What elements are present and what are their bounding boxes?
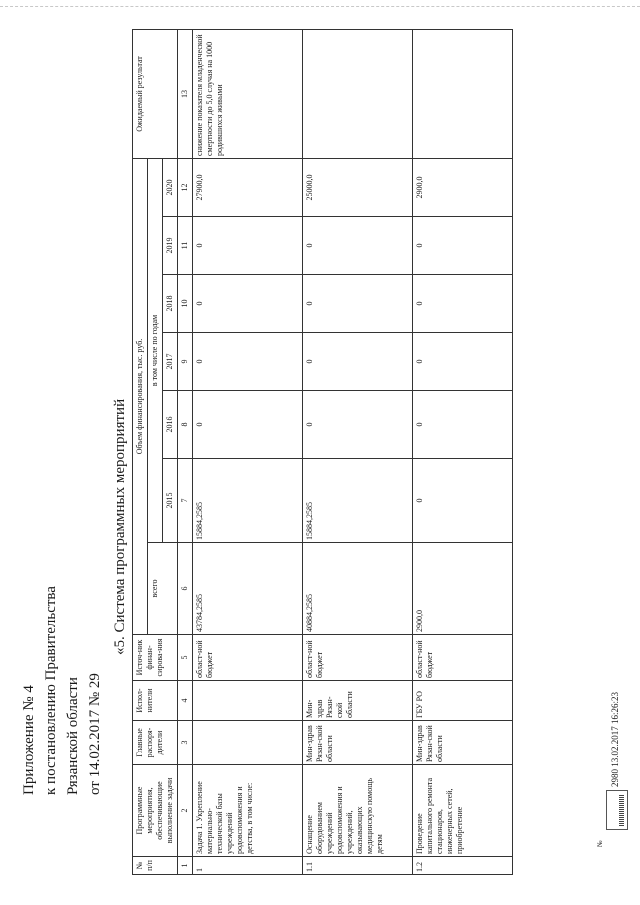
row-2015: 15884,2585 xyxy=(193,459,303,543)
annex-block xyxy=(18,515,106,795)
barcode-stamp xyxy=(606,790,628,830)
row-total: 40884,2585 xyxy=(303,543,413,635)
stamp-decoration xyxy=(607,791,617,829)
row-2020: 27900,0 xyxy=(193,158,303,216)
row-total: 43784,2585 xyxy=(193,543,303,635)
row-no: 1 xyxy=(193,857,303,875)
annex-line-1: Приложение № 4 xyxy=(21,685,37,795)
header-funding: Объем финансирования, тыс. руб. xyxy=(133,158,148,634)
col-number: 13 xyxy=(178,29,193,158)
table-row xyxy=(303,29,413,874)
col-number: 5 xyxy=(178,635,193,681)
col-number: 7 xyxy=(178,459,193,543)
row-2018: 0 xyxy=(193,275,303,333)
col-number: 6 xyxy=(178,543,193,635)
table-row xyxy=(193,29,303,874)
header-year: 2019 xyxy=(163,217,178,275)
header-by-years: в том числе по годам xyxy=(148,158,163,542)
header-year: 2015 xyxy=(163,459,178,543)
col-number: 4 xyxy=(178,681,193,721)
col-number: 12 xyxy=(178,158,193,216)
footer-mark: № xyxy=(596,840,604,847)
row-activity: Оснащение оборудованием учреждений родовспоможения и учреждений, оказывающих медицинскую помощь детям xyxy=(303,765,413,857)
row-2018: 0 xyxy=(413,275,513,333)
header-total: всего xyxy=(148,543,178,635)
col-number: 3 xyxy=(178,721,193,765)
row-no: 1.2 xyxy=(413,857,513,875)
row-source: област-ной бюджет xyxy=(193,635,303,681)
header-year: 2017 xyxy=(163,333,178,391)
column-number-row xyxy=(178,29,193,874)
col-number: 9 xyxy=(178,333,193,391)
row-2015: 0 xyxy=(413,459,513,543)
header-row-1 xyxy=(133,29,148,874)
row-2016: 0 xyxy=(303,391,413,459)
annex-line-4: от 14.02.2017 № 29 xyxy=(87,673,103,795)
row-2015: 15884,2585 xyxy=(303,459,413,543)
barcode-icon xyxy=(619,794,624,826)
row-2018: 0 xyxy=(303,275,413,333)
col-number: 8 xyxy=(178,391,193,459)
row-2016: 0 xyxy=(193,391,303,459)
row-2017: 0 xyxy=(193,333,303,391)
header-no: № п/п xyxy=(133,857,178,875)
col-number: 2 xyxy=(178,765,193,857)
header-year: 2016 xyxy=(163,391,178,459)
annex-line-3: Рязанской области xyxy=(65,677,81,795)
row-activity: Задача 1. Укрепление материально-технической базы учреждений родовспоможения и детства, в том числе: xyxy=(193,765,303,857)
col-number: 1 xyxy=(178,857,193,875)
row-executor: ГБУ РО xyxy=(413,681,513,721)
row-expected xyxy=(303,29,413,158)
row-manager: Мин-здрав Рязан-ской области xyxy=(413,721,513,765)
row-2016: 0 xyxy=(413,391,513,459)
row-2020: 25000,0 xyxy=(303,158,413,216)
row-source: област-ной бюджет xyxy=(303,635,413,681)
row-manager: Мин-здрав Рязан-ской области xyxy=(303,721,413,765)
row-expected: снижение показателя младенческой смертности до 5,0 случая на 1000 родившихся живыми xyxy=(193,29,303,158)
row-2019: 0 xyxy=(193,217,303,275)
col-number: 10 xyxy=(178,275,193,333)
header-activity: Программные мероприятия, обеспечивающие выполнение задачи xyxy=(133,765,178,857)
header-executors: Испол-нители xyxy=(133,681,178,721)
section-title: «5. Система программных мероприятий xyxy=(112,398,128,655)
row-total: 2900,0 xyxy=(413,543,513,635)
header-managers: Главные распоря-дители xyxy=(133,721,178,765)
row-executor xyxy=(193,681,303,721)
registration-footer: 2980 13.02.2017 16:26:23 xyxy=(610,691,620,787)
header-year: 2020 xyxy=(163,158,178,216)
table-row xyxy=(413,29,513,874)
annex-line-2: к постановлению Правительства xyxy=(43,586,59,795)
row-no: 1.1 xyxy=(303,857,413,875)
program-activities-table xyxy=(132,29,513,875)
row-2020: 2900,0 xyxy=(413,158,513,216)
row-manager xyxy=(193,721,303,765)
row-2017: 0 xyxy=(303,333,413,391)
row-source: област-ной бюджет xyxy=(413,635,513,681)
header-year: 2018 xyxy=(163,275,178,333)
header-source: Источ-ник финан-сирова-ния xyxy=(133,635,178,681)
row-2017: 0 xyxy=(413,333,513,391)
row-2019: 0 xyxy=(303,217,413,275)
row-expected xyxy=(413,29,513,158)
header-expected: Ожидаемый результат xyxy=(133,29,178,158)
row-executor: Мин-здрав Рязан-ской области xyxy=(303,681,413,721)
col-number: 11 xyxy=(178,217,193,275)
row-2019: 0 xyxy=(413,217,513,275)
row-activity: Проведение капитального ремонта стационаров, инженерных сетей, приобретение xyxy=(413,765,513,857)
